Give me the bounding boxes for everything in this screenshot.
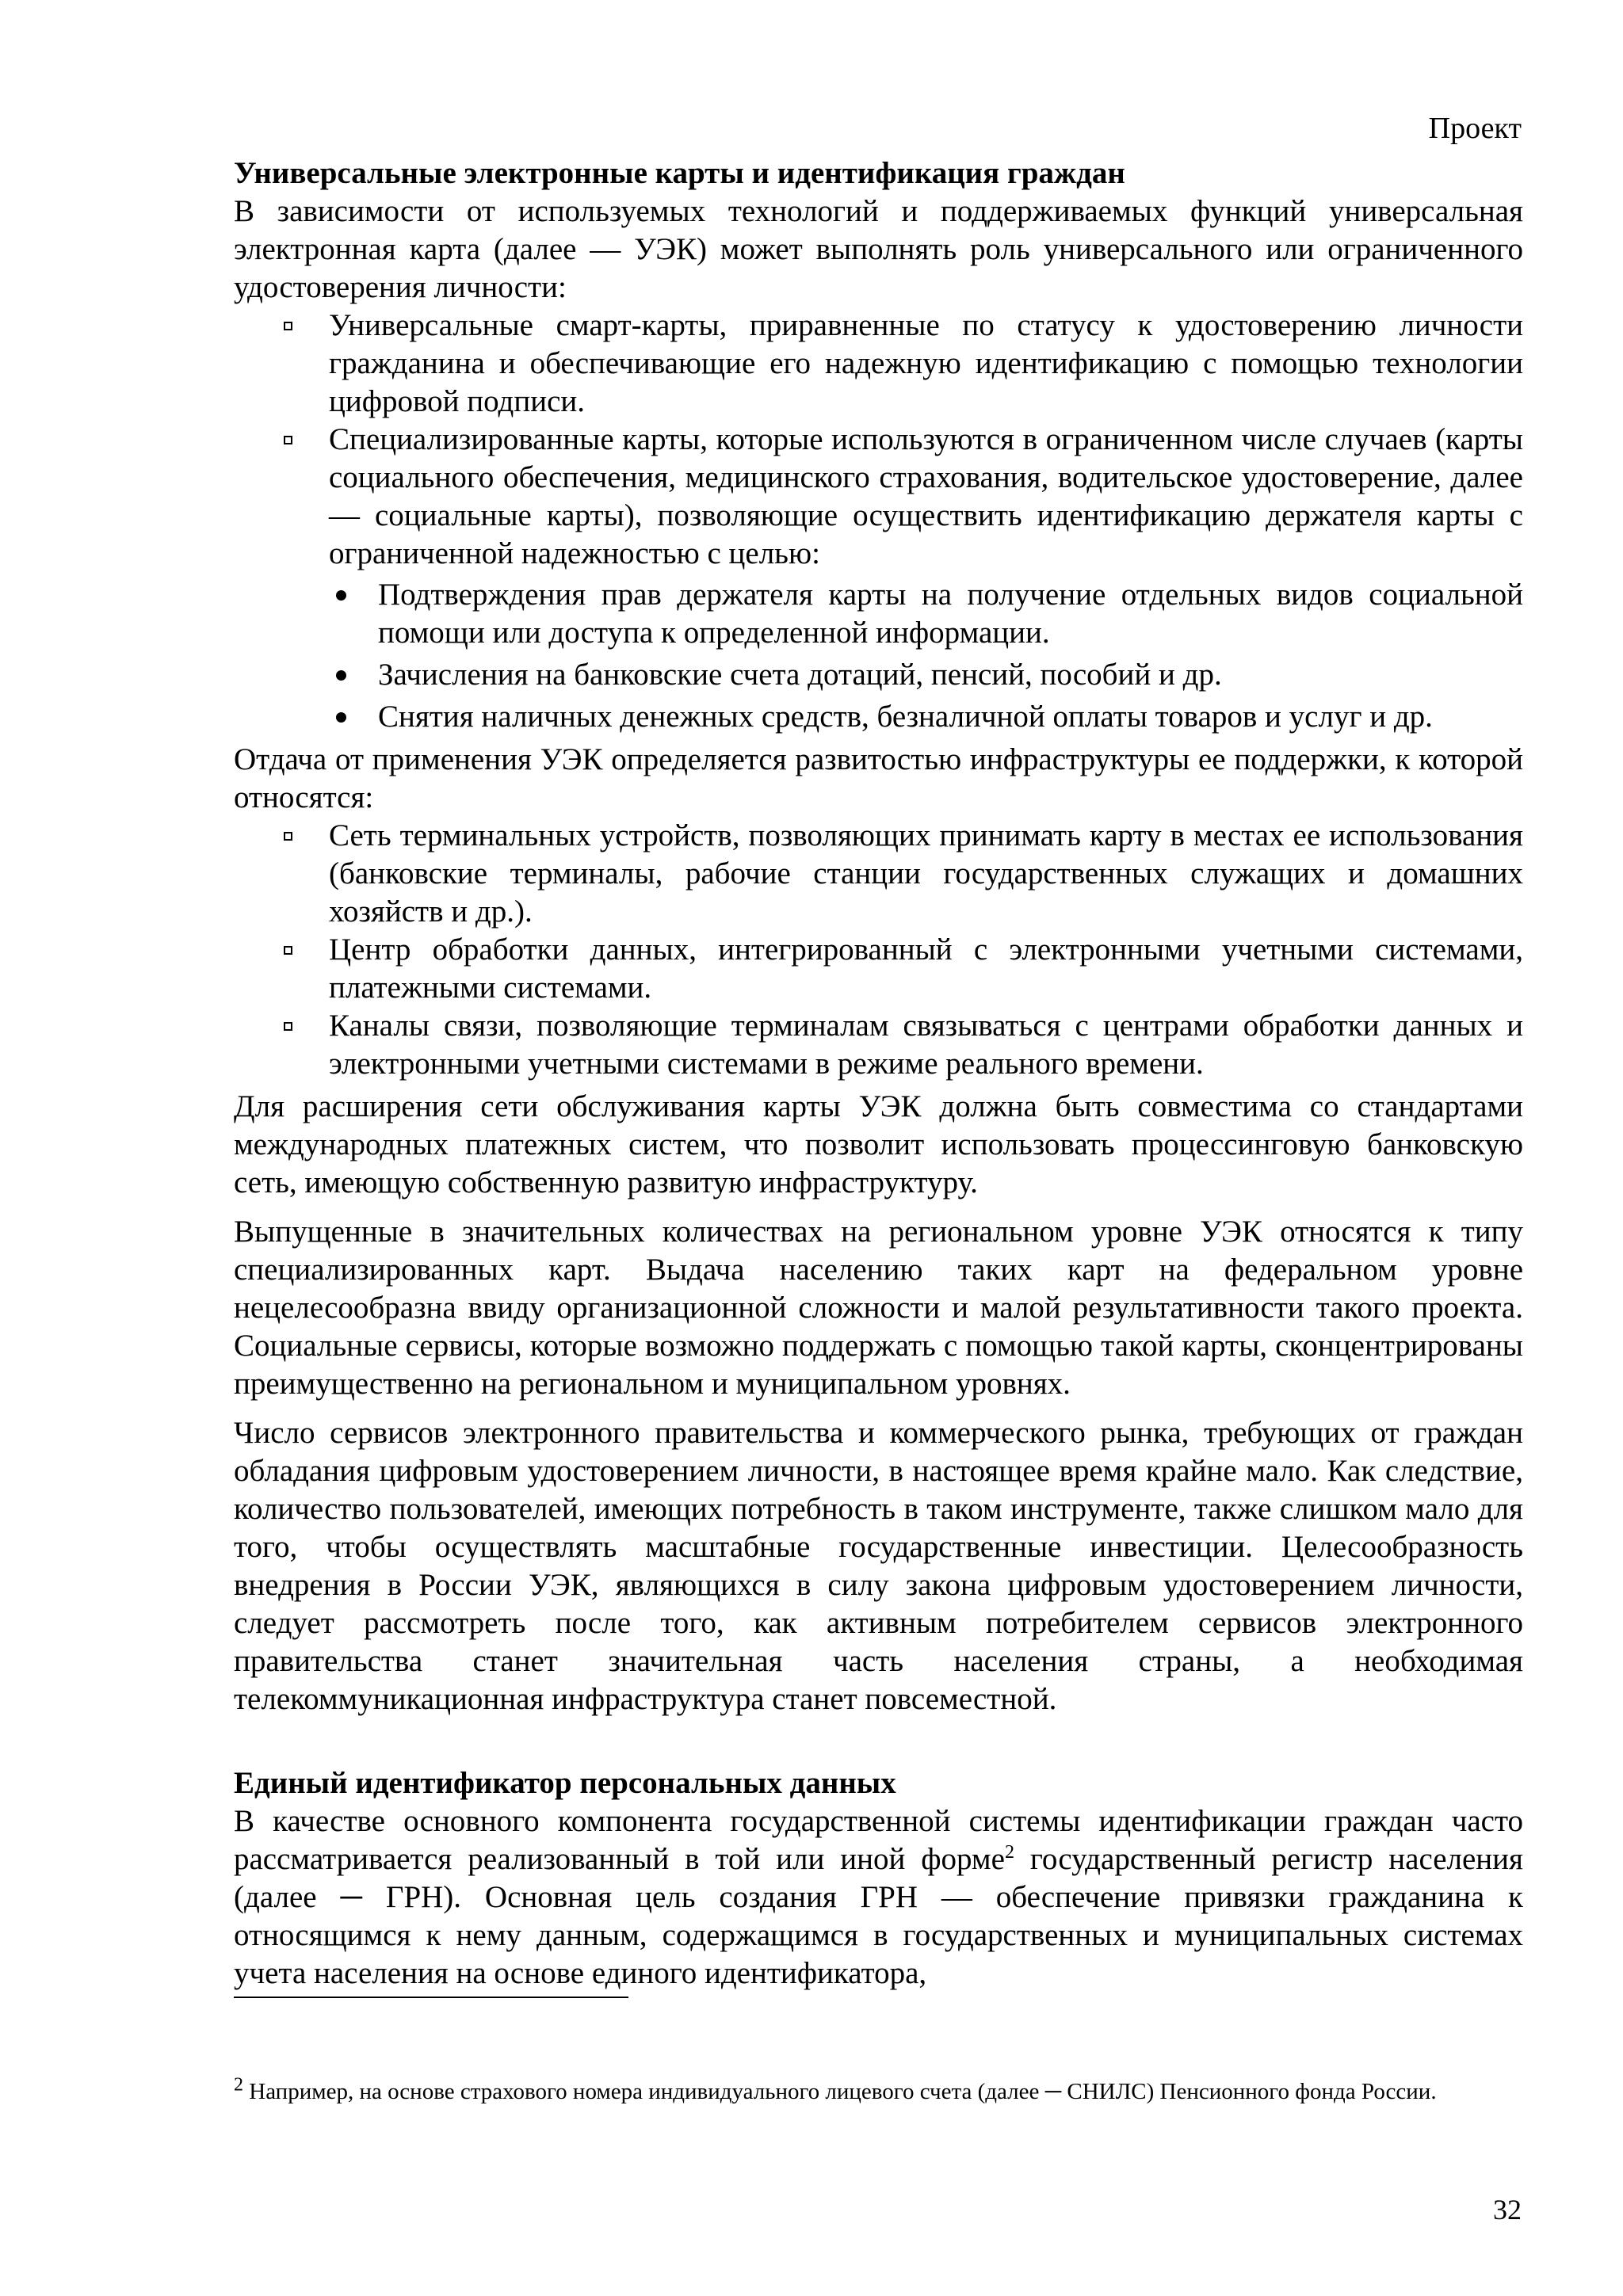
square-bullet-icon (284, 946, 292, 955)
list-item-text: Универсальные смарт-карты, приравненные по статусу к удостоверению личности гражданина и обеспечивающие его надежную идентификацию с помощью технологии цифровой подписи. (329, 308, 1523, 418)
list-item (329, 817, 1523, 931)
main-content (234, 154, 1523, 1993)
list-item-text: Специализированные карты, которые используются в ограниченном числе случаев (карты социального обеспечения, медицинского страхования, водительское удостоверение, далее — социальные карты), позволяющие осуществить идентификацию держателя карты с ограниченной надежностью с целью: (329, 422, 1523, 570)
sublist-item-text: Подтверждения прав держателя карты на получение отдельных видов социальной помощи или доступа к определенной информации. (378, 578, 1523, 650)
paragraph: Для расширения сети обслуживания карты УЭК должна быть совместима со стандартами международных платежных систем, что позволит использовать процессинговую банковскую сеть, имеющую собственную развитую инфраструктуру. (234, 1089, 1523, 1199)
dot-bullet-icon (336, 712, 346, 723)
list-item (329, 421, 1523, 736)
list-item-text: Каналы связи, позволяющие терминалам связываться с центрами обработки данных и электронными учетными системами в режиме реального времени. (329, 1009, 1523, 1081)
section-title-uek: Универсальные электронные карты и идентификация граждан (234, 156, 1125, 190)
footnote-reference[interactable]: 2 (1004, 1842, 1014, 1863)
footnote (234, 2074, 1523, 2106)
footnote-text: Например, на основе страхового номера индивидуального лицевого счета (далее ─ СНИЛС) Пенсионного фонда России. (243, 2079, 1437, 2104)
square-bullet-icon (284, 322, 292, 330)
list-item-text: Центр обработки данных, интегрированный с электронными учетными системами, платежными системами. (329, 933, 1523, 1005)
dot-bullet-icon (336, 590, 346, 601)
paragraph: Выпущенные в значительных количествах на региональном уровне УЭК относятся к типу специализированных карт. Выдача населению таких карт на федеральном уровне нецелесообразна ввиду организационной сложности и малой результативности такого проекта. Социальные сервисы, которые возможно поддержать с помощью такой карты, сконцентрированы преимущественно на региональном и муниципальном уровнях. (234, 1215, 1523, 1401)
square-bullet-icon (284, 832, 292, 841)
purpose-sublist (378, 576, 1523, 736)
list-item (329, 1007, 1523, 1083)
card-types-list (329, 307, 1523, 736)
infrastructure-list (329, 817, 1523, 1083)
list-item (329, 931, 1523, 1007)
paragraph-text-start: В качестве основного компонента государственной системы идентификации граждан часто рассматривается реализованный в той или иной форме (234, 1804, 1523, 1876)
footnote-divider (234, 1997, 628, 1998)
document-status-label: Проект (1428, 112, 1522, 145)
paragraph: В зависимости от используемых технологий и поддерживаемых функций универсальная электронная карта (далее — УЭК) может выполнять роль универсального или ограниченного удостоверения личности: (234, 194, 1523, 304)
square-bullet-icon (284, 1022, 292, 1031)
list-item-text: Сеть терминальных устройств, позволяющих принимать карту в местах ее использования (банковские терминалы, рабочие станции государственных служащих и домашних хозяйств и др.). (329, 818, 1523, 929)
section-title-identifier: Единый идентификатор персональных данных (234, 1766, 896, 1800)
list-item (329, 307, 1523, 421)
paragraph: Отдача от применения УЭК определяется развитостью инфраструктуры ее поддержки, к которой относятся: (234, 742, 1523, 814)
sublist-item (378, 698, 1523, 736)
footnote-number: 2 (234, 2074, 243, 2096)
sublist-item (378, 656, 1523, 694)
paragraph: Число сервисов электронного правительства и коммерческого рынка, требующих от граждан обладания цифровым удостоверением личности, в настоящее время крайне мало. Как следствие, количество пользователей, имеющих потребность в таком инструменте, также слишком мало для того, чтобы осуществлять масштабные государственные инвестиции. Целесообразность внедрения в России УЭК, являющихся в силу закона цифровым удостоверением личности, следует рассмотреть после того, как активным потребителем сервисов электронного правительства станет значительная часть населения страны, а необходимая телекоммуникационная инфраструктура станет повсеместной. (234, 1416, 1523, 1716)
page-number: 32 (1493, 2194, 1522, 2225)
paragraph-text-end: государственный регистр населения (далее ─ ГРН). Основная цель создания ГРН — обеспечение привязки гражданина к относящимся к нему данным, содержащимся в государственных и муниципальных системах учета населения на основе единого идентификатора, (234, 1842, 1523, 1990)
dot-bullet-icon (336, 670, 346, 681)
square-bullet-icon (284, 436, 292, 444)
sublist-item-text: Снятия наличных денежных средств, безналичной оплаты товаров и услуг и др. (378, 700, 1433, 734)
sublist-item (378, 576, 1523, 652)
paragraph (234, 1802, 1523, 1993)
sublist-item-text: Зачисления на банковские счета дотаций, пенсий, пособий и др. (378, 658, 1222, 692)
